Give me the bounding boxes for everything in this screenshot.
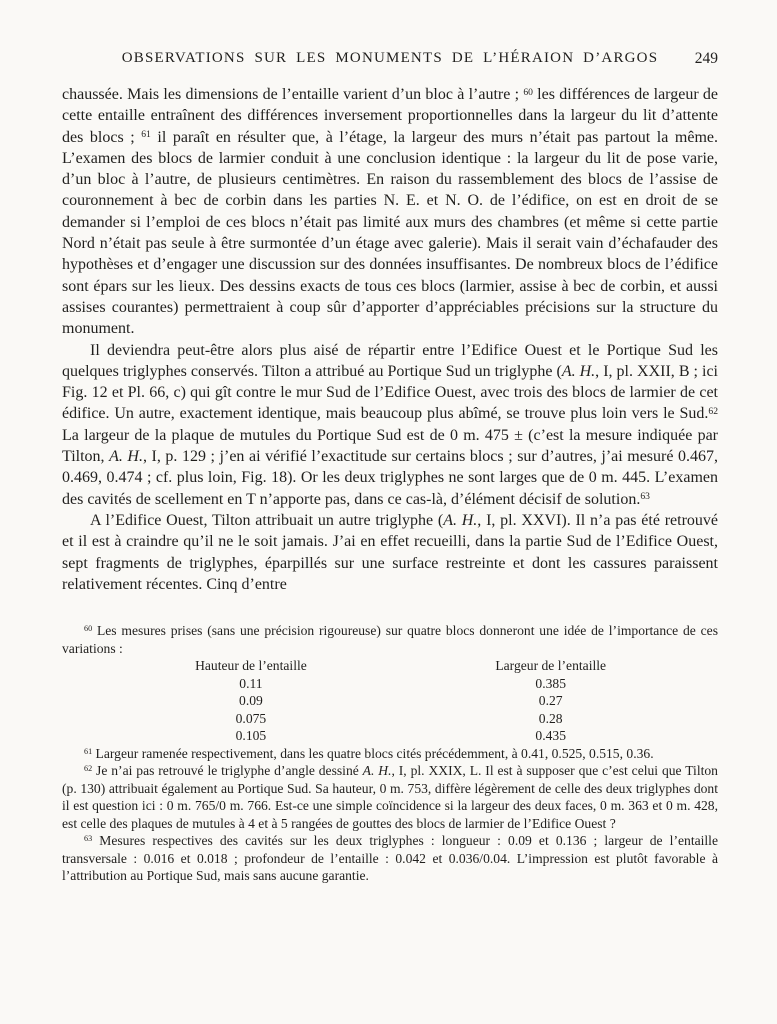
table-column-largeur	[440, 657, 662, 745]
paragraph-1: chaussée. Mais les dimensions de l’entaille varient d’un bloc à l’autre ; $^{60}$ les différences de largeur de cette entaille entraînent des différences inversement proportionnelles dans la largeur du lit d’attente des blocs ; $^{61}$ il paraît en résulter que, à l’étage, la largeur des murs n’était pas partout la même. L’examen des blocs de larmier conduit à une conclusion identique : la largeur du lit de pose varie, d’un bloc à l’autre, de plusieurs centimètres. En raison du rassemblement des blocs de l’assise de couronnement à bec de corbin dans les parties N. E. et N. O. de l’édifice, on est en droit de se demander si l’emploi de ces blocs n’était pas limité aux murs des chambres (et même si cette partie Nord n’était pas seule à être surmontée d’un étage avec galerie). Mais il serait vain d’échafauder des hypothèses et d’engager une discussion sur des données insuffisantes. De nombreux blocs de l’édifice sont épars sur les lieux. Des dessins exacts de tous ces blocs (larmier, assise à bec de corbin, et aussi assises courantes) permettraient à coup sûr d’apporter d’appréciables précisions sur la structure du monument.	[62, 86, 719, 338]
table-value: 0.11	[239, 675, 263, 691]
table-value: 0.435	[535, 728, 566, 744]
footnote-63: $^{63}$ Mesures respectives des cavités sur les deux triglyphes : longueur : 0.09 et 0.136 ; largeur de l’entaille transversale : 0.016 et 0.018 ; profondeur de l’entaille : 0.042 et 0.036/0.04. L’impression est plutôt favorable à l’attribution au Portique Sud, mais sans aucune garantie.	[62, 833, 718, 884]
footnote-61: $^{61}$ Largeur ramenée respectivement, dans les quatre blocs cités précédemment, à 0.41, 0.525, 0.515, 0.36.	[84, 745, 654, 761]
column-header: Hauteur de l’entaille	[195, 658, 307, 674]
column-header: Largeur de l’entaille	[495, 658, 607, 674]
footnotes-section	[62, 622, 718, 885]
paragraph-3: A l’Edifice Ouest, Tilton attribuait un autre triglyphe (A. H., I, pl. XXVI). Il n’a pas été retrouvé et il est à craindre qu’il ne le soit jamais. J’ai en effet recueilli, dans la partie Sud de l’Edifice Ouest, sept fragments de triglyphes, éparpillés sur une surface restreinte et dont les cassures paraissent relativement récentes. Cinq d’entre	[62, 511, 719, 593]
page-header	[62, 50, 718, 70]
table-value: 0.27	[538, 693, 563, 709]
table-value: 0.28	[538, 710, 563, 726]
footnote-62: $^{62}$ Je n’ai pas retrouvé le triglyphe d’angle dessiné A. H., I, pl. XXIX, L. Il est à supposer que c’est celui que Tilton (p. 130) attribuait également au Portique Sud. Sa hauteur, 0 m. 753, diffère légèrement de celle des deux triglyphes dont il est question ici : 0 m. 765/0 m. 766. Est-ce une simple coïncidence si la largeur des deux faces, 0 m. 363 et 0 m. 428, est celle des plaques de mutules à 4 et à 5 rangées de gouttes des blocs de larmier de l’Edifice Ouest ?	[62, 763, 718, 831]
table-value: 0.105	[235, 728, 267, 744]
footnote-60: $^{60}$ Les mesures prises (sans une précision rigoureuse) sur quatre blocs donneront une idée de l’importance de ces variations :	[62, 623, 718, 656]
table-value: 0.09	[239, 693, 263, 709]
page-number: 249	[694, 50, 718, 67]
footnote-measurements-table	[62, 657, 718, 745]
main-text-block	[62, 84, 718, 595]
paragraph-2: Il deviendra peut-être alors plus aisé de répartir entre l’Edifice Ouest et le Portique Sud les quelques triglyphes conservés. Tilton a attribué au Portique Sud un triglyphe (A. H., I, pl. XXII, B ; ici Fig. 12 et Pl. 66, c) qui gît contre le mur Sud de l’Edifice Ouest, avec trois des blocs de larmier de cet édifice. Un autre, exactement identique, mais beaucoup plus abîmé, se trouve plus loin vers le Sud.$^{62}$ La largeur de la plaque de mutules du Portique Sud est de 0 m. 475 ± (c’est la mesure indiquée par Tilton, A. H., I, p. 129 ; j’en ai vérifié l’exactitude sur certains blocs ; sur d’autres, j’ai mesuré 0.467, 0.469, 0.474 ; cf. plus loin, Fig. 18). Or les deux triglyphes ne sont larges que de 0 m. 445. L’examen des cavités de scellement en T n’apporte pas, dans ce cas-là, d’élément décisif de solution.$^{63}$	[62, 341, 719, 508]
table-column-hauteur	[62, 657, 440, 745]
table-value: 0.075	[235, 710, 267, 726]
table-value: 0.385	[535, 675, 566, 691]
running-head-title: OBSERVATIONS SUR LES MONUMENTS DE L’HÉRAION D’ARGOS	[121, 50, 659, 66]
